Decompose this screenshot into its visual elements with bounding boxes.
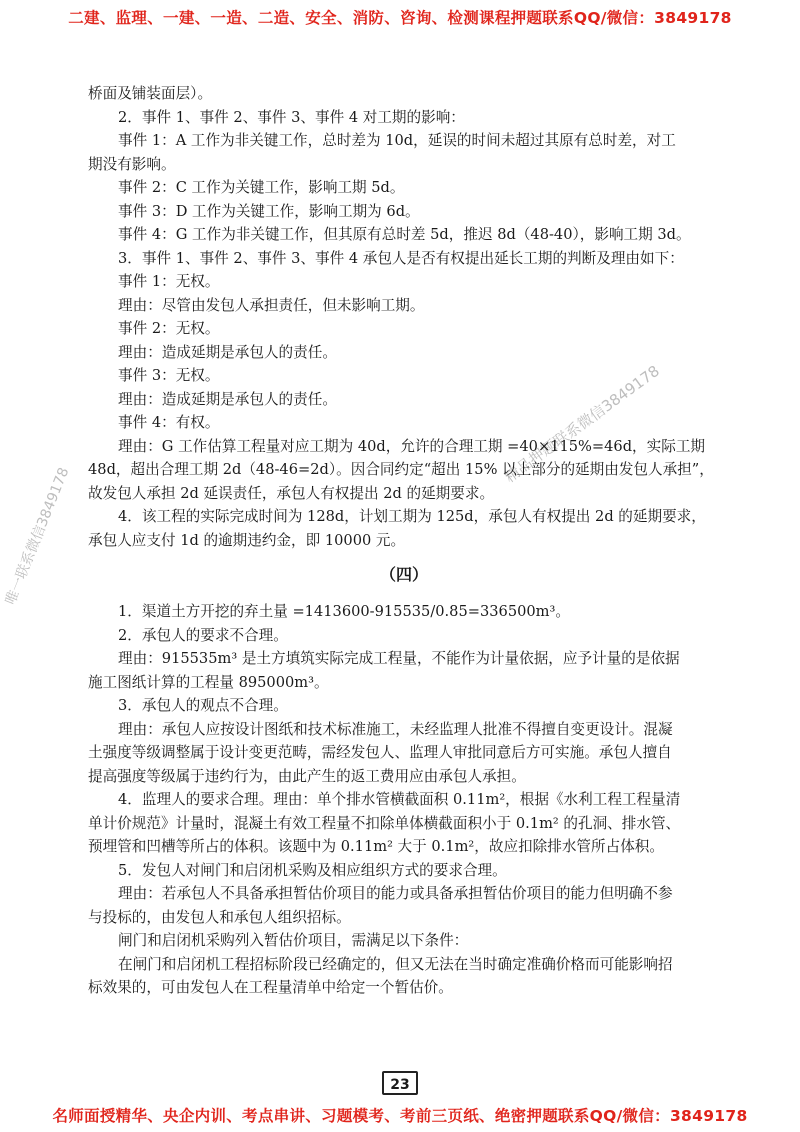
header-banner: 二建、监理、一建、一造、二造、安全、消防、咨询、检测课程押题联系QQ/微信：3849178 — [68, 9, 732, 27]
text-line: 单计价规范》计量时，混凝土有效工程量不扣除单体横截面积小于 0.1m² 的孔洞、排水管、 — [88, 814, 681, 832]
text-line: 承包人应支付 1d 的逾期违约金，即 10000 元。 — [88, 531, 406, 549]
text-line: 预埋管和凹槽等所占的体积。该题中为 0.11m² 大于 0.1m²，故应扣除排水管所占体积。 — [88, 838, 664, 855]
text-line: 事件 4：G 工作为非关键工作，但其原有总时差 5d，推迟 8d（48-40），影响工期 3d。 — [118, 226, 691, 243]
text-line: 事件 2：无权。 — [118, 320, 220, 337]
text-line: 事件 2：C 工作为关键工作，影响工期 5d。 — [118, 179, 405, 196]
text-line: 闸门和启闭机采购列入暂估价项目，需满足以下条件： — [118, 932, 469, 949]
text-line: 理由：造成延期是承包人的责任。 — [118, 343, 337, 361]
page-number: 23 — [382, 1071, 418, 1095]
text-line: 理由：G 工作估算工程量对应工期为 40d，允许的合理工期 =40×115%=46d，实际工期 — [118, 437, 706, 455]
text-line: 提高强度等级属于违约行为，由此产生的返工费用应由承包人承担。 — [88, 767, 526, 785]
text-line: 3．承包人的观点不合理。 — [118, 697, 288, 714]
watermark-right: 精品押题联系微信3849178 — [501, 361, 663, 487]
text-line: 事件 1：无权。 — [118, 273, 220, 290]
answer-section-four — [88, 600, 720, 1000]
text-line: 2．事件 1、事件 2、事件 3、事件 4 对工期的影响： — [118, 108, 465, 126]
text-line: 理由：915535m³ 是土方填筑实际完成工程量，不能作为计量依据，应予计量的是依据 — [118, 650, 680, 667]
text-line: 理由：尽管由发包人承担责任，但未影响工期。 — [118, 296, 425, 314]
text-line: 2．承包人的要求不合理。 — [118, 626, 288, 644]
text-line: 桥面及铺装面层）。 — [88, 85, 213, 102]
text-line: 施工图纸计算的工程量 895000m³。 — [88, 673, 329, 691]
text-line: 事件 3：D 工作为关键工作，影响工期为 6d。 — [118, 202, 420, 220]
footer-banner: 名师面授精华、央企内训、考点串讲、习题模考、考前三页纸、绝密押题联系QQ/微信：3849178 — [52, 1107, 748, 1125]
text-line: 理由：承包人应按设计图纸和技术标准施工，未经监理人批准不得擅自变更设计。混凝 — [118, 720, 673, 738]
section-title: （四） — [379, 565, 428, 584]
text-line: 理由：若承包人不具备承担暂估价项目的能力或具备承担暂估价项目的能力但明确不参 — [118, 885, 673, 902]
text-line: 与投标的，由发包人和承包人组织招标。 — [88, 908, 351, 926]
watermark-left: 唯一联系微信3849178 — [2, 465, 73, 608]
text-line: 标效果的，可由发包人在工程量清单中给定一个暂估价。 — [88, 979, 453, 996]
text-line: 理由：造成延期是承包人的责任。 — [118, 390, 337, 408]
text-line: 3．事件 1、事件 2、事件 3、事件 4 承包人是否有权提出延长工期的判断及理由如下： — [118, 249, 684, 267]
text-line: 48d，超出合理工期 2d（48-46=2d）。因合同约定“超出 15% 以上部分的延期由发包人承担”， — [88, 461, 714, 478]
text-line: 土强度等级调整属于设计变更范畴，需经发包人、监理人审批同意后方可实施。承包人擅自 — [88, 744, 672, 761]
text-line: 5．发包人对闸门和启闭机采购及相应组织方式的要求合理。 — [118, 861, 507, 879]
text-line: 事件 1：A 工作为非关键工作，总时差为 10d，延误的时间未超过其原有总时差，对工 — [118, 132, 676, 149]
text-line: 事件 4：有权。 — [118, 414, 220, 431]
text-line: 1．渠道土方开挖的弃土量 =1413600-915535/0.85=336500m³。 — [118, 603, 570, 620]
text-line: 事件 3：无权。 — [118, 367, 220, 384]
text-line: 期没有影响。 — [88, 155, 176, 173]
text-line: 故发包人承担 2d 延误责任，承包人有权提出 2d 的延期要求。 — [88, 484, 495, 502]
text-line: 4．该工程的实际完成时间为 128d，计划工期为 125d，承包人有权提出 2d 的延期要求， — [118, 508, 706, 525]
text-line: 在闸门和启闭机工程招标阶段已经确定的，但又无法在当时确定准确价格而可能影响招 — [118, 955, 673, 973]
page-body — [88, 82, 720, 1000]
text-line: 4．监理人的要求合理。理由：单个排水管横截面积 0.11m²，根据《水利工程工程量清 — [118, 791, 681, 808]
answer-section-three — [88, 82, 720, 552]
